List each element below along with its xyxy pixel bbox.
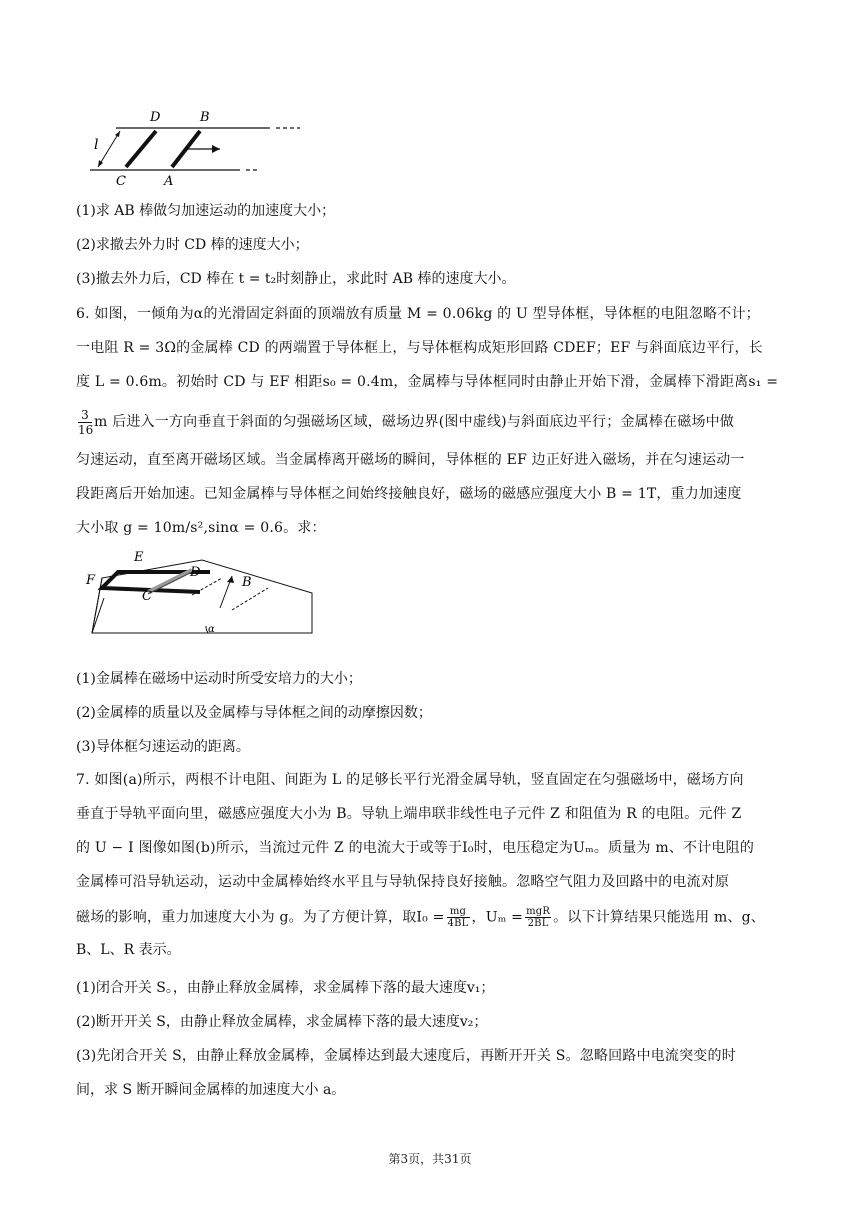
q7-part3-a: (3)先闭合开关 S，由静止释放金属棒，金属棒达到最大速度后，再断开开关 S。忽略回路中电流突变的时 [76,1048,736,1064]
q7-line4: 金属棒可沿导轨运动，运动中金属棒始终水平且与导轨保持良好接触。忽略空气阻力及回路中的电流对原 [76,874,730,890]
q7-line5-c: 。以下计算结果只能选用 m、g、 [553,909,765,926]
q7-part2: (2)断开开关 S，由静止释放金属棒，求金属棒下落的最大速度v₂； [76,1014,488,1030]
fraction-i0: $\frac{mg}{4BL}$ [447,906,469,929]
label-F: F [86,573,96,588]
q7-part1: (1)闭合开关 S。，由静止释放金属棒，求金属棒下落的最大速度v₁； [76,980,495,996]
bar-cd [126,131,156,167]
q6-line4: m 后进入一方向垂直于斜面的匀强磁场区域，磁场边界(图中虚线)与斜面底边平行；金属棒在磁场中做 [94,414,735,430]
q7-line2: 垂直于导轨平面向里，磁感应强度大小为 B。导轨上端串联非线性电子元件 Z 和阻值为 R 的电阻。元件 Z [76,806,742,822]
label-C: C [142,589,152,604]
q5-part2: (2)求撤去外力时 CD 棒的速度大小； [76,237,309,253]
q7-line1: 7. 如图(a)所示，两根不计电阻、间距为 L 的足够长平行光滑金属导轨，竖直固定在匀强磁场中，磁场方向 [76,772,744,788]
label-C: C [116,174,126,189]
q6-line1: 6. 如图，一倾角为α的光滑固定斜面的顶端放有质量 M = 0.06kg 的 U 型导体框，导体框的电阻忽略不计； [76,306,760,322]
q7-line5-b: ，Uₘ = [471,909,524,926]
label-D: D [150,110,161,125]
q6-line2: 一电阻 R = 3Ω的金属棒 CD 的两端置于导体框上，与导体框构成矩形回路 CDEF；EF 与斜面底边平行，长 [76,340,763,356]
q7-part3-b: 间，求 S 断开瞬间金属棒的加速度大小 a。 [76,1082,346,1098]
q6-part1: (1)金属棒在磁场中运动时所受安培力的大小； [76,671,362,687]
rails-figure [80,105,310,190]
label-B: B [200,110,210,125]
q6-part3: (3)导体框匀速运动的距离。 [76,739,250,755]
q7-line5-a: 磁场的影响，重力加速度大小为 g。为了方便计算，取I₀ = [76,909,445,926]
q6-part2: (2)金属棒的质量以及金属棒与导体框之间的动摩擦因数； [76,705,432,721]
q7-line3: 的 U − I 图像如图(b)所示，当流过元件 Z 的电流大于或等于I₀时，电压稳定为Uₘ。质量为 m、不计电阻的 [76,840,755,856]
label-alpha: α [208,624,215,635]
q6-line5: 匀速运动，直至离开磁场区域。当金属棒离开磁场的瞬间，导体框的 EF 边正好进入磁场，并在匀速运动一 [76,452,745,468]
q5-part3: (3)撤去外力后，CD 棒在 t = t₂时刻静止，求此时 AB 棒的速度大小。 [76,271,516,287]
q7-line5 [76,906,765,929]
q7-line6: B、L、R 表示。 [76,942,181,958]
q6-fraction-s1: $\frac{3}{16}$ [78,408,94,437]
q5-part1: (1)求 AB 棒做匀加速运动的加速度大小； [76,203,336,219]
label-A: A [164,174,174,189]
q6-line7: 大小取 g = 10m/s²,sinα = 0.6。求： [76,520,326,536]
fraction-um: $\frac{\text{mgR}}{2BL}$ [526,906,551,929]
q6-line3: 度 L = 0.6m。初始时 CD 与 EF 相距s₀ = 0.4m，金属棒与导体框同时由静止开始下滑，金属棒下滑距离s₁ = [76,374,779,390]
label-E: E [134,550,144,565]
incline-figure [82,548,322,648]
label-l: l [94,137,99,153]
label-B: B [242,575,252,590]
page-number: 第3页，共31页 [388,1152,472,1166]
q6-line6: 段距离后开始加速。已知金属棒与导体框之间始终接触良好，磁场的磁感应强度大小 B = 1T，重力加速度 [76,486,742,502]
label-D: D [190,565,201,580]
